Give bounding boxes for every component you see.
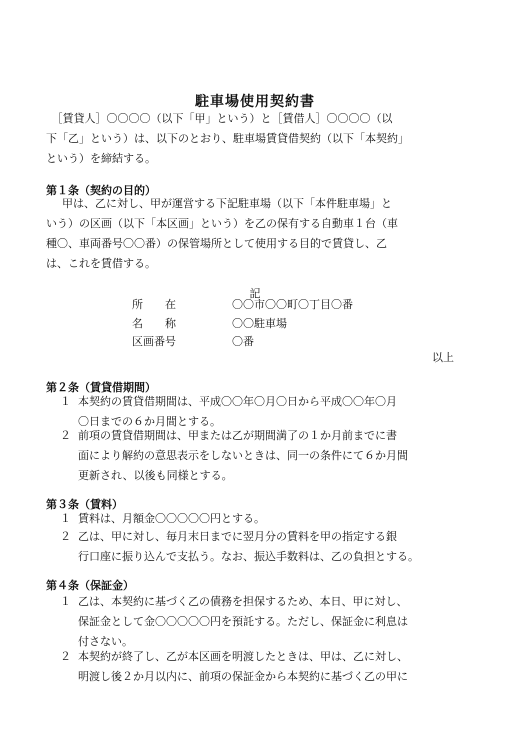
item-line: 明渡し後２か月以内に、前項の保証金から本契約に基づく乙の甲に xyxy=(78,670,408,683)
document-title: 駐車場使用契約書 xyxy=(195,94,315,110)
ki-marker: 記 xyxy=(249,287,261,300)
article-3-item-1 xyxy=(60,509,460,529)
article-2-heading: 第２条（賃貸借期間） xyxy=(46,381,156,394)
item-number: １ xyxy=(60,512,71,525)
item-line: 〇日までの６か月間とする。 xyxy=(78,415,221,428)
article-4-item-2 xyxy=(60,647,460,687)
intro-line: という）を締結する。 xyxy=(46,152,156,165)
property-value: 〇〇市〇〇町〇丁目〇番 xyxy=(232,298,353,311)
item-line: 前項の賃貸借期間は、甲または乙が期間満了の１か月前までに書 xyxy=(78,429,397,442)
property-value: 〇番 xyxy=(232,335,254,348)
item-line: 行口座に振り込んで支払う。なお、振込手数料は、乙の負担とする。 xyxy=(78,550,419,563)
article-2-item-2 xyxy=(60,426,460,486)
item-line: 本契約の賃貸借期間は、平成〇〇年〇月〇日から平成〇〇年〇月 xyxy=(78,395,397,408)
property-label: 所 在 xyxy=(132,298,176,311)
ijou-marker: 以上 xyxy=(432,351,454,364)
article-1-heading: 第１条（契約の目的） xyxy=(46,184,156,197)
item-line: 付さない。 xyxy=(78,635,133,648)
item-line: 乙は、本契約に基づく乙の債務を担保するため、本日、甲に対し、 xyxy=(78,595,408,608)
item-number: ２ xyxy=(60,530,71,543)
property-value: 〇〇駐車場 xyxy=(232,317,287,330)
article-1-line: は、これを賃借する。 xyxy=(46,257,156,270)
item-line: 本契約が終了し、乙が本区画を明渡したときは、甲は、乙に対し、 xyxy=(78,650,408,663)
article-1-line: いう）の区画（以下「本区画」という）を乙の保有する自動車１台（車 xyxy=(46,217,398,230)
property-label: 名 称 xyxy=(132,317,176,330)
article-3-item-2 xyxy=(60,527,460,567)
intro-line: 下「乙」という）は、以下のとおり、駐車場賃貸借契約（以下「本契約」 xyxy=(46,132,409,145)
article-1-body xyxy=(46,194,468,274)
item-number: ２ xyxy=(60,429,71,442)
article-1-line: 種〇、車両番号〇〇番）の保管場所として使用する目的で賃貸し、乙 xyxy=(46,237,387,250)
article-4-heading: 第４条（保証金） xyxy=(46,579,134,592)
item-number: ２ xyxy=(60,650,71,663)
article-4-item-1 xyxy=(60,592,460,652)
item-number: １ xyxy=(60,595,71,608)
item-number: １ xyxy=(60,395,71,408)
item-line: 更新され、以後も同様とする。 xyxy=(78,469,233,482)
item-line: 乙は、甲に対し、毎月末日までに翌月分の賃料を甲の指定する銀 xyxy=(78,530,397,543)
property-label: 区画番号 xyxy=(132,335,176,348)
article-1-line: 甲は、乙に対し、甲が運営する下記駐車場（以下「本件駐車場」と xyxy=(62,197,392,210)
item-line: 賃料は、月額金〇〇〇〇〇円とする。 xyxy=(78,512,265,525)
intro-line: ［賃貸人］〇〇〇〇（以下「甲」という）と［賃借人］〇〇〇〇（以 xyxy=(46,112,393,125)
intro-paragraph xyxy=(46,109,468,169)
article-3-heading: 第３条（賃料） xyxy=(46,498,123,511)
item-line: 保証金として金〇〇〇〇〇円を預託する。ただし、保証金に利息は xyxy=(78,615,408,628)
item-line: 面により解約の意思表示をしないときは、同一の条件にて６か月間 xyxy=(78,449,408,462)
